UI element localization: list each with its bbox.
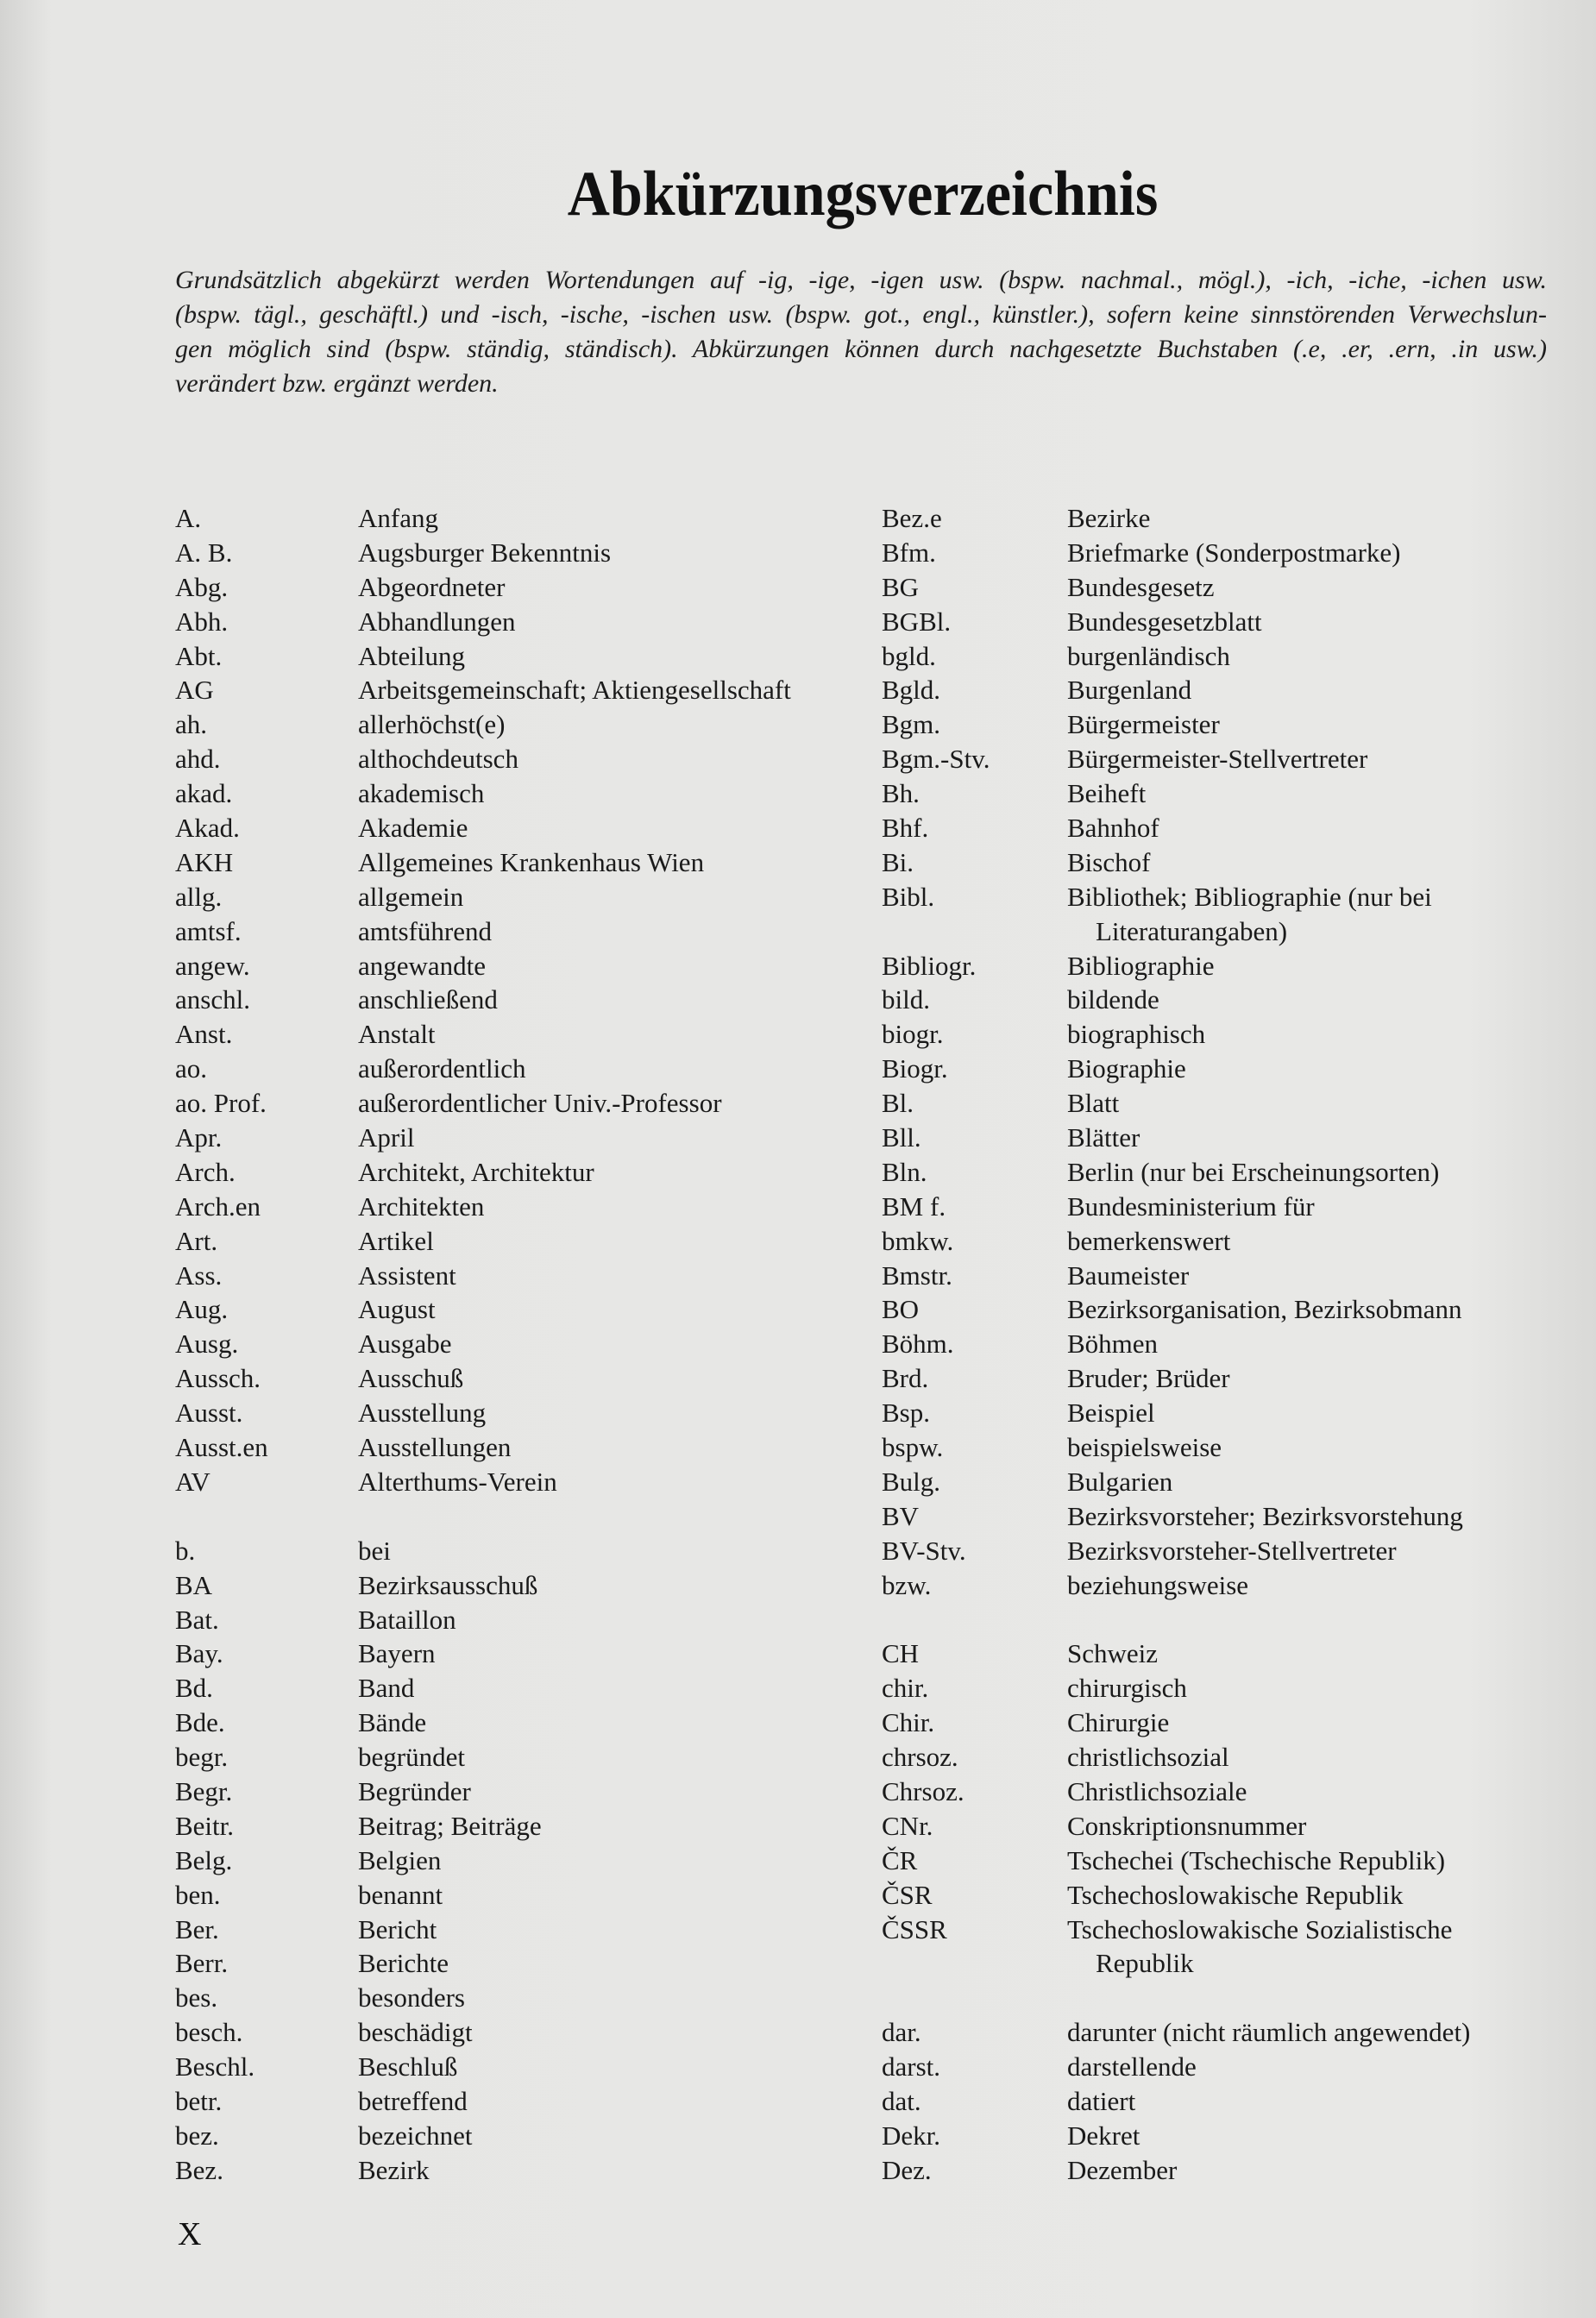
abbreviation: Bez.e [882,503,942,533]
abbreviation: Beschl. [175,2051,255,2082]
abbreviation-row [175,1671,865,1706]
abbreviation-meaning: Bibliographie [1067,950,1215,981]
abbreviation-meaning: Ausgabe [358,1329,452,1360]
abbreviation: chrsoz. [882,1742,958,1773]
abbreviation-row [882,1396,1555,1430]
abbreviation: Bsp. [882,1398,930,1429]
abbreviation-meaning: Bezirksvorsteher-Stellvertreter [1067,1535,1397,1566]
abbreviation-row [175,1465,865,1499]
abbreviation: Bay. [175,1638,223,1669]
abbreviation: Bll. [882,1122,921,1153]
abbreviation-meaning: bezeichnet [358,2120,473,2151]
abbreviation-meaning: Allgemeines Krankenhaus Wien [358,846,705,877]
abbreviation-meaning: Architekten [358,1190,485,1222]
abbreviation: dar. [882,2017,921,2048]
abbreviation-meaning: begründet [358,1742,465,1773]
abbreviation-meaning: Bulgarien [1067,1466,1173,1497]
abbreviation: ČR [882,1844,918,1875]
abbreviation-list-right [882,501,1555,2188]
abbreviation-row [175,776,865,811]
abbreviation: chir. [882,1673,929,1704]
abbreviation: A. B. [175,537,233,568]
abbreviation-meaning: Beschluß [358,2051,458,2082]
abbreviation-meaning: Dekret [1067,2120,1140,2151]
abbreviation-row [882,639,1555,674]
abbreviation-meaning: biographisch [1067,1019,1206,1050]
abbreviation: Ausst. [175,1398,243,1429]
abbreviation-meaning: Biographie [1067,1053,1186,1084]
abbreviation: Bfm. [882,537,936,568]
abbreviation-meaning: Bezirk [358,2154,430,2185]
abbreviation-meaning: beispielsweise [1067,1432,1222,1463]
abbreviation-meaning: bemerkenswert [1067,1225,1231,1256]
abbreviation-meaning: angewandte [358,950,487,981]
abbreviation: Ausg. [175,1329,239,1360]
abbreviation-row [175,2050,865,2084]
abbreviation-meaning: Abhandlungen [358,606,516,637]
abbreviation-row [175,501,865,536]
abbreviation-row [882,1465,1555,1499]
abbreviation-meaning: christlichsozial [1067,1742,1229,1773]
abbreviation-row [175,1706,865,1740]
abbreviation: ben. [175,1879,221,1910]
abbreviation: Begr. [175,1775,233,1806]
abbreviation-row [175,1327,865,1361]
abbreviation: Bl. [882,1088,914,1119]
abbreviation-meaning: Baumeister [1067,1260,1190,1291]
abbreviation-meaning: bei [358,1535,391,1566]
abbreviation: BM f. [882,1190,946,1222]
abbreviation: dat. [882,2085,921,2116]
abbreviation-meaning: benannt [358,1879,443,1910]
abbreviation-meaning: Bundesgesetz [1067,571,1215,602]
abbreviation: Ber. [175,1913,219,1944]
abbreviation-row [882,1499,1555,1534]
abbreviation-row [175,742,865,776]
abbreviation: Abh. [175,606,229,637]
abbreviation: allg. [175,881,223,912]
abbreviation: Chir. [882,1707,935,1738]
abbreviation-meaning: Ausstellung [358,1398,487,1429]
abbreviation: BA [175,1569,213,1600]
abbreviation: AKH [175,846,234,877]
abbreviation-row [175,1740,865,1775]
abbreviation: angew. [175,950,250,981]
abbreviation: Belg. [175,1844,233,1875]
abbreviation-meaning: bildende [1067,984,1159,1015]
abbreviation-meaning: amtsführend [358,915,492,946]
abbreviation-row [882,1052,1555,1086]
abbreviation-row [175,1809,865,1844]
abbreviation: akad. [175,778,233,809]
abbreviation-meaning: Bundesministerium für [1067,1190,1315,1222]
abbreviation: Aug. [175,1294,229,1325]
abbreviation-row [175,1568,865,1603]
abbreviation: Bgm.-Stv. [882,744,990,775]
abbreviation-row [882,501,1555,536]
abbreviation-meaning: Republik [1096,1948,1194,1979]
abbreviation-meaning: allerhöchst(e) [358,709,506,740]
abbreviation-meaning: anschließend [358,984,498,1015]
abbreviation-row [882,1155,1555,1190]
abbreviation-row [175,1086,865,1121]
abbreviation-meaning: Alterthums-Verein [358,1466,557,1497]
abbreviation: Berr. [175,1948,229,1979]
abbreviation: Abg. [175,571,229,602]
abbreviation-row [882,1259,1555,1293]
abbreviation-meaning: Schweiz [1067,1638,1159,1669]
abbreviation-row [882,983,1555,1017]
abbreviation: Arch. [175,1156,236,1187]
abbreviation-row [175,1292,865,1327]
abbreviation-meaning: Architekt, Architektur [358,1156,594,1187]
abbreviation-row [175,1224,865,1259]
section-gap [882,1981,1555,2015]
abbreviation-row [882,1706,1555,1740]
abbreviation-row [175,707,865,742]
abbreviation-meaning: Bürgermeister [1067,709,1220,740]
abbreviation-row [175,1052,865,1086]
abbreviation: bspw. [882,1432,944,1463]
abbreviation: Bd. [175,1673,213,1704]
abbreviation-row [882,605,1555,639]
abbreviation: darst. [882,2051,941,2082]
abbreviation-meaning: Begründer [358,1775,471,1806]
abbreviation: Aussch. [175,1363,261,1394]
abbreviation: Ausst.en [175,1432,268,1463]
abbreviation-meaning: Ausstellungen [358,1432,512,1463]
abbreviation-meaning: Augsburger Bekenntnis [358,537,612,568]
abbreviation-meaning: Bibliothek; Bibliographie (nur bei [1067,881,1432,912]
abbreviation-meaning: Dezember [1067,2154,1178,2185]
abbreviation: Bibl. [882,881,935,912]
abbreviation: BO [882,1294,920,1325]
abbreviation-meaning: betreffend [358,2085,468,2116]
abbreviation-row [175,536,865,570]
abbreviation: anschl. [175,984,250,1015]
abbreviation-row [175,1121,865,1155]
abbreviation: BG [882,571,920,602]
abbreviation: ah. [175,709,208,740]
abbreviation: Anst. [175,1019,233,1050]
abbreviation-row [882,570,1555,605]
abbreviation: Bat. [175,1604,219,1635]
abbreviation-meaning: Böhmen [1067,1329,1159,1360]
abbreviation-row [882,1844,1555,1878]
abbreviation: Bgld. [882,675,941,706]
abbreviation-row [175,1636,865,1671]
abbreviation-row [882,1327,1555,1361]
intro-line: verändert bzw. ergänzt werden. [175,369,499,398]
abbreviation-row [175,639,865,674]
abbreviation-row [175,1396,865,1430]
abbreviation-row [882,536,1555,570]
abbreviation-meaning: datiert [1067,2085,1136,2116]
abbreviation-meaning: Bahnhof [1067,813,1159,844]
abbreviation-meaning: darunter (nicht räumlich angewendet) [1067,2017,1471,2048]
abbreviation: Dekr. [882,2120,941,2151]
abbreviation-row [882,1017,1555,1052]
abbreviation-meaning: burgenländisch [1067,640,1230,671]
abbreviation-row [175,1190,865,1224]
abbreviation: ahd. [175,744,221,775]
intro-line: gen möglich sind (bspw. ständig, ständisch). Abkürzungen können durch nachgesetzte Buchstaben (.e, .er, .ern, .in usw.) [175,335,1547,363]
abbreviation-meaning: Beiheft [1067,778,1147,809]
abbreviation: ČSSR [882,1913,947,1944]
abbreviation-meaning: April [358,1122,415,1153]
abbreviation: Chrsoz. [882,1775,965,1806]
abbreviation-meaning: Beitrag; Beiträge [358,1810,542,1841]
abbreviation-meaning: Burgenland [1067,675,1192,706]
abbreviation-meaning: Tschechei (Tschechische Republik) [1067,1844,1446,1875]
abbreviation: Bi. [882,846,914,877]
abbreviation-row [882,845,1555,880]
abbreviation: Bh. [882,778,920,809]
abbreviation-row [175,1946,865,1981]
abbreviation-row [882,1775,1555,1809]
intro-line: Grundsätzlich abgekürzt werden Wortendungen auf -ig, -ige, -igen usw. (bspw. nachmal., mögl.), -ich, -iche, -ichen usw. [175,266,1547,294]
abbreviation-row [175,1913,865,1947]
abbreviation-row [175,1017,865,1052]
abbreviation-row [175,1981,865,2015]
abbreviation: Akad. [175,813,240,844]
abbreviation [882,914,1067,949]
abbreviation-row [882,1809,1555,1844]
abbreviation-row [175,1155,865,1190]
abbreviation-meaning: Briefmarke (Sonderpostmarke) [1067,537,1401,568]
abbreviation-meaning: beschädigt [358,2017,473,2048]
abbreviation-row [175,673,865,707]
abbreviation-row [175,2119,865,2153]
abbreviation: Bibliogr. [882,950,977,981]
abbreviation: bild. [882,984,930,1015]
abbreviation-row [175,1603,865,1637]
abbreviation-meaning: Abgeordneter [358,571,506,602]
abbreviation-meaning: Anfang [358,503,438,533]
abbreviation-meaning: Abteilung [358,640,465,671]
intro-paragraph [175,263,1547,401]
abbreviation: besch. [175,2017,243,2048]
abbreviation: Brd. [882,1363,929,1394]
abbreviation-meaning: Akademie [358,813,468,844]
abbreviation: A. [175,503,202,533]
abbreviation: Bln. [882,1156,927,1187]
abbreviation-row [175,1844,865,1878]
abbreviation: ČSR [882,1879,933,1910]
abbreviation-meaning: Arbeitsgemeinschaft; Aktiengesellschaft [358,675,791,706]
abbreviation-meaning: Bayern [358,1638,436,1669]
abbreviation-meaning: chirurgisch [1067,1673,1187,1704]
abbreviation-row [882,880,1555,914]
abbreviation: Apr. [175,1122,223,1153]
abbreviation-meaning: Bruder; Brüder [1067,1363,1230,1394]
abbreviation-row [882,1190,1555,1224]
abbreviation: amtsf. [175,915,242,946]
abbreviation-meaning: August [358,1294,436,1325]
abbreviation-meaning: Bürgermeister-Stellvertreter [1067,744,1368,775]
abbreviation-row [882,811,1555,845]
abbreviation: CNr. [882,1810,933,1841]
abbreviation-row [882,1086,1555,1121]
abbreviation: Ass. [175,1260,223,1291]
abbreviation: BV [882,1500,920,1531]
abbreviation-meaning: Bezirke [1067,503,1151,533]
abbreviation [882,1946,1067,1981]
abbreviation-meaning: Blatt [1067,1088,1120,1119]
abbreviation-meaning: außerordentlich [358,1053,526,1084]
abbreviation-row [882,1224,1555,1259]
abbreviation-row [882,1636,1555,1671]
abbreviation: BV-Stv. [882,1535,966,1566]
abbreviation: Dez. [882,2154,932,2185]
abbreviation-row [882,2084,1555,2119]
abbreviation-row [882,1913,1555,1947]
abbreviation: Bhf. [882,813,929,844]
abbreviation-row [175,605,865,639]
abbreviation: Bez. [175,2154,223,2185]
abbreviation-row [882,2050,1555,2084]
page-title: Abkürzungsverzeichnis [567,159,1159,229]
abbreviation: betr. [175,2085,223,2116]
abbreviation: ao. [175,1053,208,1084]
abbreviation-meaning: beziehungsweise [1067,1569,1249,1600]
abbreviation: BGBl. [882,606,952,637]
abbreviation-row [882,776,1555,811]
abbreviation-row [175,1259,865,1293]
abbreviation: Bde. [175,1707,225,1738]
abbreviation-row [175,811,865,845]
abbreviation-meaning: Conskriptionsnummer [1067,1810,1307,1841]
abbreviation: Biogr. [882,1053,948,1084]
abbreviation-row [882,2153,1555,2188]
abbreviation: Beitr. [175,1810,235,1841]
abbreviation-list-left [175,501,865,2188]
abbreviation-row [882,1534,1555,1568]
abbreviation-meaning: Band [358,1673,415,1704]
abbreviation-meaning: Bericht [358,1913,437,1944]
abbreviation: bes. [175,1982,218,2013]
abbreviation-row [175,880,865,914]
abbreviation-row [882,707,1555,742]
abbreviation-meaning: Ausschuß [358,1363,464,1394]
abbreviation-row [882,1671,1555,1706]
section-gap [882,1603,1555,1637]
abbreviation-meaning: althochdeutsch [358,744,518,775]
abbreviation-row [882,1121,1555,1155]
abbreviation-meaning: Chirurgie [1067,1707,1170,1738]
abbreviation: Bmstr. [882,1260,952,1291]
abbreviation-row [882,2119,1555,2153]
abbreviation: CH [882,1638,920,1669]
abbreviation-meaning: allgemein [358,881,464,912]
abbreviation-meaning: Bezirksorganisation, Bezirksobmann [1067,1294,1462,1325]
abbreviation-meaning: Bischof [1067,846,1151,877]
abbreviation: bgld. [882,640,936,671]
abbreviation: Arch.en [175,1190,261,1222]
abbreviation-row [175,1534,865,1568]
abbreviation-meaning: Bände [358,1707,427,1738]
abbreviation-row [882,1361,1555,1396]
abbreviation: begr. [175,1742,229,1773]
abbreviation-row [882,1430,1555,1465]
abbreviation-row [882,1878,1555,1913]
abbreviation-row [882,1568,1555,1603]
abbreviation-row [175,1430,865,1465]
abbreviation-row [175,983,865,1017]
abbreviation-row [882,673,1555,707]
abbreviation: AV [175,1466,210,1497]
abbreviation: Abt. [175,640,223,671]
abbreviation: Bulg. [882,1466,941,1497]
abbreviation-row [175,845,865,880]
abbreviation-row [175,2084,865,2119]
abbreviation-row [175,2153,865,2188]
abbreviation-row [175,1878,865,1913]
abbreviation-row [882,742,1555,776]
abbreviation-row [175,949,865,983]
abbreviation: Bgm. [882,709,941,740]
abbreviation-meaning: Bundesgesetzblatt [1067,606,1262,637]
abbreviation-meaning: Artikel [358,1225,434,1256]
page-number: X [178,2216,202,2252]
abbreviation-meaning: Bataillon [358,1604,456,1635]
abbreviation-row [175,2015,865,2050]
abbreviation-row [175,1361,865,1396]
abbreviation-row [175,1775,865,1809]
abbreviation-meaning: Blätter [1067,1122,1140,1153]
abbreviation-meaning: Bezirksvorsteher; Bezirksvorstehung [1067,1500,1463,1531]
abbreviation-meaning: Anstalt [358,1019,436,1050]
section-gap [175,1499,865,1534]
abbreviation-meaning: Tschechoslowakische Republik [1067,1879,1404,1910]
abbreviation-row [175,914,865,949]
abbreviation: bez. [175,2120,219,2151]
abbreviation-meaning: Bezirksausschuß [358,1569,538,1600]
abbreviation-row [882,1740,1555,1775]
abbreviation-meaning: Berichte [358,1948,449,1979]
abbreviation: bzw. [882,1569,932,1600]
abbreviation-meaning: Belgien [358,1844,442,1875]
abbreviation-meaning: außerordentlicher Univ.-Professor [358,1088,722,1119]
abbreviation-meaning: Christlichsoziale [1067,1775,1247,1806]
abbreviation-row [882,1292,1555,1327]
abbreviation-meaning: Literaturangaben) [1096,915,1288,946]
abbreviation: Art. [175,1225,218,1256]
abbreviation-row [175,570,865,605]
abbreviation-meaning: darstellende [1067,2051,1197,2082]
abbreviation-meaning: Berlin (nur bei Erscheinungsorten) [1067,1156,1440,1187]
abbreviation-meaning: Assistent [358,1260,456,1291]
abbreviation-meaning: besonders [358,1982,465,2013]
abbreviation-meaning: Beispiel [1067,1398,1155,1429]
abbreviation: biogr. [882,1019,944,1050]
abbreviation-row-continuation [882,1946,1555,1981]
abbreviation-meaning: Tschechoslowakische Sozialistische [1067,1913,1453,1944]
abbreviation-row [882,2015,1555,2050]
abbreviation: AG [175,675,214,706]
abbreviation: bmkw. [882,1225,954,1256]
abbreviation-row-continuation [882,914,1555,949]
abbreviation-meaning: akademisch [358,778,485,809]
abbreviation: ao. Prof. [175,1088,267,1119]
abbreviation: b. [175,1535,196,1566]
abbreviation-row [882,949,1555,983]
intro-line: (bspw. tägl., geschäftl.) und -isch, -ische, -ischen usw. (bspw. got., engl., künstler.), sofern keine sinnstörenden Verwechslun- [175,300,1547,329]
abbreviation: Böhm. [882,1329,954,1360]
